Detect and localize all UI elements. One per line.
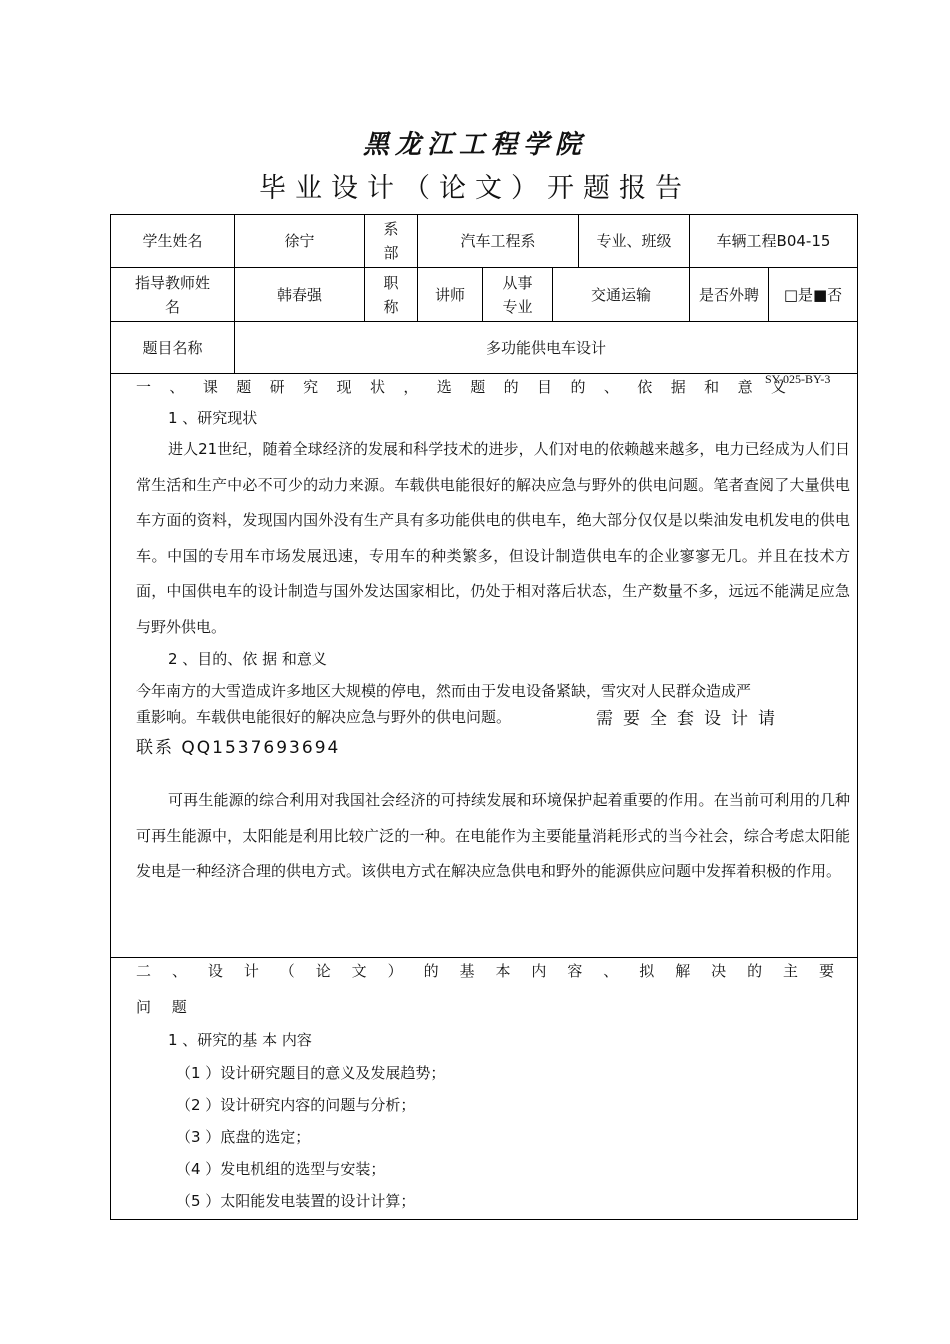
specialty-label: 从事 专业 [502,273,533,316]
topic-value: 多功能供电车设计 [485,338,606,357]
page-title: 毕业设计（论文）开题报告 [259,173,691,204]
list-item: （3 ）底盘的选定； [176,1128,311,1146]
major-class-label: 专业、班级 [596,232,672,250]
external-hire-value: □是■否 [783,285,843,304]
college-logo: 黑龙江工程学院 [362,130,587,160]
topic-label: 题目名称 [142,338,203,357]
specialty-value: 交通运输 [590,285,651,304]
section1-para2-line1: 今年南方的大雪造成许多地区大规模的停电，然而由于发电设备紧缺，雪灾对人民群众造成严 [136,682,752,700]
advisor-name-value: 韩春强 [276,285,322,304]
document-code: SY-025-BY-3 [765,372,831,386]
list-item: （4 ）发电机组的选型与安装； [176,1160,386,1178]
section2-sub1: 1 、研究的基 本 内容 [168,1031,312,1049]
department-value: 汽车工程系 [460,232,536,250]
section2-heading: 二、设计（论文）的基本内容、拟解决的主要 [136,962,834,980]
section1-sub2: 2 、目的、依 据 和意义 [168,650,327,668]
contact-note-line1: 需要全套设计请 [596,709,785,729]
job-title-value: 讲师 [434,285,465,304]
list-item: （5 ）太阳能发电装置的设计计算； [176,1192,416,1210]
section1-heading: 一、课题研究现状，选题的目的、依据和意义 [136,378,786,396]
section1-para2-line2: 重影响。车载供电能很好的解决应急与野外的供电问题。 [136,708,512,726]
advisor-name-label: 指导教师姓 名 [134,273,210,316]
student-name-value: 徐宁 [284,232,315,250]
section2-heading-cont: 问 题 [136,998,195,1016]
major-class-value: 车辆工程B04-15 [716,232,831,250]
external-hire-label: 是否外聘 [698,285,759,304]
section1-para3: 可再生能源的综合利用对我国社会经济的可持续发展和环境保护起着重要的作用。在当前可利用的几种可再生能源中，太阳能是利用比较广泛的一种。在电能作为主要能量消耗形式的当今社会，综合考虑太阳能发电是一种经济合理的供电方式。该供电方式在解决应急供电和野外的能源供应问题中发挥着积极的作用。 [136,791,850,880]
department-label: 系 部 [383,220,399,262]
section1-sub1: 1 、研究现状 [168,409,258,427]
job-title-label: 职 称 [383,273,399,316]
section1-para1: 进人21世纪，随着全球经济的发展和科学技术的进步，人们对电的依赖越来越多，电力已经成为人们日常生活和生产中必不可少的动力来源。车载供电能很好的解决应急与野外的供电问题。笔者查阅了大量供电车方面的资料，发现国内国外没有生产具有多功能供电的供电车，绝大部分仅仅是以柴油发电机发电的供电车。中国的专用车市场发展迅速，专用车的种类繁多，但设计制造供电车的企业寥寥无几。并且在技术方面，中国供电车的设计制造与国外发达国家相比，仍处于相对落后状态，生产数量不多，远远不能满足应急与野外供电。 [136,440,850,636]
list-item: （2 ）设计研究内容的问题与分析； [176,1096,416,1114]
contact-note-line2: 联系 QQ1537693694 [136,738,341,758]
list-item: （1 ）设计研究题目的意义及发展趋势； [176,1064,446,1082]
student-name-label: 学生姓名 [142,232,203,250]
